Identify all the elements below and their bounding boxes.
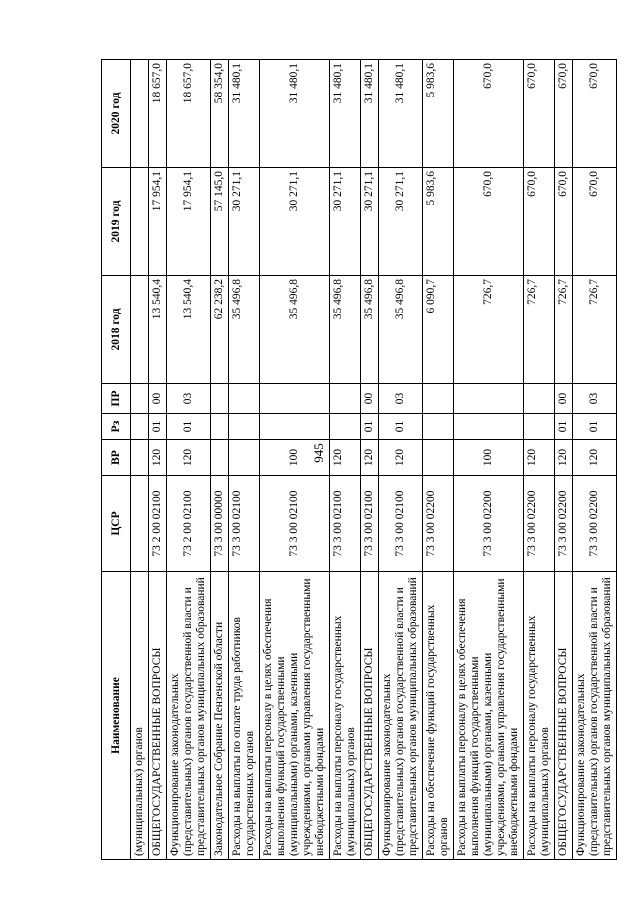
row-csr: 73 3 00 02100 xyxy=(330,476,361,572)
row-pr xyxy=(229,384,260,414)
row-2019: 30 271,1 xyxy=(229,168,260,276)
row-2020: 18 657,0 xyxy=(167,60,211,168)
table-row xyxy=(361,60,379,860)
row-pr: 03 xyxy=(379,384,423,414)
table-row xyxy=(149,60,167,860)
col-header-2018: 2018 год xyxy=(102,276,131,384)
row-2018: 726,7 xyxy=(524,276,555,384)
row-pr xyxy=(260,384,330,414)
row-rz xyxy=(260,414,330,440)
row-rz xyxy=(229,414,260,440)
row-name: ОБЩЕГОСУДАРСТВЕННЫЕ ВОПРОСЫ xyxy=(149,572,167,860)
row-name: Функционирование законодательных (представительных) органов государственной власти и представительных органов муниципальных образований xyxy=(573,572,617,860)
row-2019 xyxy=(131,168,149,276)
row-2018 xyxy=(131,276,149,384)
row-rz: 01 xyxy=(379,414,423,440)
row-csr: 73 3 00 02100 xyxy=(260,476,330,572)
row-2020: 670,0 xyxy=(524,60,555,168)
row-name: ОБЩЕГОСУДАРСТВЕННЫЕ ВОПРОСЫ xyxy=(361,572,379,860)
row-rz: 01 xyxy=(149,414,167,440)
row-pr: 03 xyxy=(167,384,211,414)
col-header-csr: ЦСР xyxy=(102,476,131,572)
row-rz: 01 xyxy=(573,414,617,440)
row-2020: 31 480,1 xyxy=(229,60,260,168)
row-name: Расходы на выплаты персоналу государственных (муниципальных) органов xyxy=(524,572,555,860)
row-2020: 58 354,0 xyxy=(211,60,229,168)
table-row xyxy=(379,60,423,860)
row-name: ОБЩЕГОСУДАРСТВЕННЫЕ ВОПРОСЫ xyxy=(555,572,573,860)
row-2018: 13 540,4 xyxy=(149,276,167,384)
table-row xyxy=(555,60,573,860)
row-2018: 62 238,2 xyxy=(211,276,229,384)
row-csr xyxy=(131,476,149,572)
row-vr: 120 xyxy=(361,440,379,476)
row-name: Расходы на выплаты персоналу в целях обеспечения выполнения функций государственными (муниципальными) органами, казенными учреждениями, органами управления государственными внебюджетными фондами xyxy=(454,572,524,860)
row-csr: 73 3 00 02100 xyxy=(229,476,260,572)
row-2020: 5 983,6 xyxy=(423,60,454,168)
row-2019: 17 954,1 xyxy=(167,168,211,276)
row-2019: 30 271,1 xyxy=(330,168,361,276)
row-vr: 120 xyxy=(330,440,361,476)
col-header-rz: Рз xyxy=(102,414,131,440)
row-rz: 01 xyxy=(167,414,211,440)
col-header-name: Наименование xyxy=(102,572,131,860)
row-rz: 01 xyxy=(555,414,573,440)
row-vr xyxy=(131,440,149,476)
row-vr: 120 xyxy=(524,440,555,476)
row-pr: 00 xyxy=(555,384,573,414)
row-rz xyxy=(423,414,454,440)
row-vr: 120 xyxy=(149,440,167,476)
row-2020: 670,0 xyxy=(573,60,617,168)
row-2018: 35 496,8 xyxy=(379,276,423,384)
row-pr: 03 xyxy=(573,384,617,414)
row-vr: 120 xyxy=(555,440,573,476)
row-pr xyxy=(330,384,361,414)
row-name: Расходы на выплаты по оплате труда работников государственных органов xyxy=(229,572,260,860)
row-rz xyxy=(524,414,555,440)
page-number: 945 xyxy=(311,443,326,463)
row-2019: 57 145,0 xyxy=(211,168,229,276)
table-row xyxy=(260,60,330,860)
row-csr: 73 3 00 00000 xyxy=(211,476,229,572)
row-2018: 35 496,8 xyxy=(229,276,260,384)
row-rz xyxy=(131,414,149,440)
row-2019: 30 271,1 xyxy=(379,168,423,276)
row-vr: 100 xyxy=(260,440,330,476)
row-2020: 18 657,0 xyxy=(149,60,167,168)
table-row xyxy=(573,60,617,860)
col-header-pr: ПР xyxy=(102,384,131,414)
row-csr: 73 3 00 02100 xyxy=(361,476,379,572)
col-header-2020: 2020 год xyxy=(102,60,131,168)
row-vr: 120 xyxy=(573,440,617,476)
row-2018: 726,7 xyxy=(573,276,617,384)
row-2020: 31 480,1 xyxy=(379,60,423,168)
table-row xyxy=(167,60,211,860)
table-row xyxy=(211,60,229,860)
budget-table xyxy=(101,59,617,860)
row-csr: 73 3 00 02200 xyxy=(555,476,573,572)
row-2018: 726,7 xyxy=(555,276,573,384)
row-2018: 35 496,8 xyxy=(330,276,361,384)
table-header-row xyxy=(102,60,131,860)
row-2019: 30 271,1 xyxy=(361,168,379,276)
row-csr: 73 3 00 02200 xyxy=(524,476,555,572)
row-2019: 670,0 xyxy=(573,168,617,276)
row-vr: 120 xyxy=(379,440,423,476)
row-pr xyxy=(423,384,454,414)
row-2019: 5 983,6 xyxy=(423,168,454,276)
row-pr xyxy=(524,384,555,414)
row-pr xyxy=(211,384,229,414)
row-2019: 670,0 xyxy=(454,168,524,276)
row-rz xyxy=(454,414,524,440)
table-row xyxy=(131,60,149,860)
row-name: Расходы на обеспечение функций государственных органов xyxy=(423,572,454,860)
row-csr: 73 3 00 02200 xyxy=(454,476,524,572)
table-row xyxy=(524,60,555,860)
row-pr xyxy=(131,384,149,414)
table-row xyxy=(423,60,454,860)
row-name: Расходы на выплаты персоналу в целях обеспечения выполнения функций государственными (муниципальными) органами, казенными учреждениями, органами управления государственными внебюджетными фондами xyxy=(260,572,330,860)
row-2020: 31 480,1 xyxy=(361,60,379,168)
row-2020: 31 480,1 xyxy=(260,60,330,168)
row-2019: 670,0 xyxy=(555,168,573,276)
row-rz: 01 xyxy=(361,414,379,440)
row-csr: 73 3 00 02200 xyxy=(573,476,617,572)
row-csr: 73 2 00 02100 xyxy=(167,476,211,572)
row-2018: 726,7 xyxy=(454,276,524,384)
row-2019: 17 954,1 xyxy=(149,168,167,276)
row-vr xyxy=(211,440,229,476)
row-2020: 670,0 xyxy=(555,60,573,168)
row-2018: 13 540,4 xyxy=(167,276,211,384)
rotated-table-area xyxy=(101,60,613,860)
table-row xyxy=(330,60,361,860)
row-vr: 100 xyxy=(454,440,524,476)
table-row xyxy=(454,60,524,860)
row-pr: 00 xyxy=(361,384,379,414)
row-csr: 73 3 00 02200 xyxy=(423,476,454,572)
row-csr: 73 3 00 02100 xyxy=(379,476,423,572)
row-name: Функционирование законодательных (представительных) органов государственной власти и представительных органов муниципальных образований xyxy=(167,572,211,860)
row-vr xyxy=(423,440,454,476)
row-pr: 00 xyxy=(149,384,167,414)
row-csr: 73 2 00 02100 xyxy=(149,476,167,572)
row-rz xyxy=(330,414,361,440)
row-2019: 30 271,1 xyxy=(260,168,330,276)
row-name: Функционирование законодательных (представительных) органов государственной власти и представительных органов муниципальных образований xyxy=(379,572,423,860)
row-name: Законодательное Собрание Пензенской области xyxy=(211,572,229,860)
row-2020: 31 480,1 xyxy=(330,60,361,168)
row-name: (муниципальных) органов xyxy=(131,572,149,860)
col-header-vr: ВР xyxy=(102,440,131,476)
row-2020: 670,0 xyxy=(454,60,524,168)
col-header-2019: 2019 год xyxy=(102,168,131,276)
row-2020 xyxy=(131,60,149,168)
row-name: Расходы на выплаты персоналу государственных (муниципальных) органов xyxy=(330,572,361,860)
row-2019: 670,0 xyxy=(524,168,555,276)
row-2018: 6 090,7 xyxy=(423,276,454,384)
row-2018: 35 496,8 xyxy=(260,276,330,384)
row-vr xyxy=(229,440,260,476)
table-row xyxy=(229,60,260,860)
row-2018: 35 496,8 xyxy=(361,276,379,384)
row-pr xyxy=(454,384,524,414)
row-rz xyxy=(211,414,229,440)
row-vr: 120 xyxy=(167,440,211,476)
